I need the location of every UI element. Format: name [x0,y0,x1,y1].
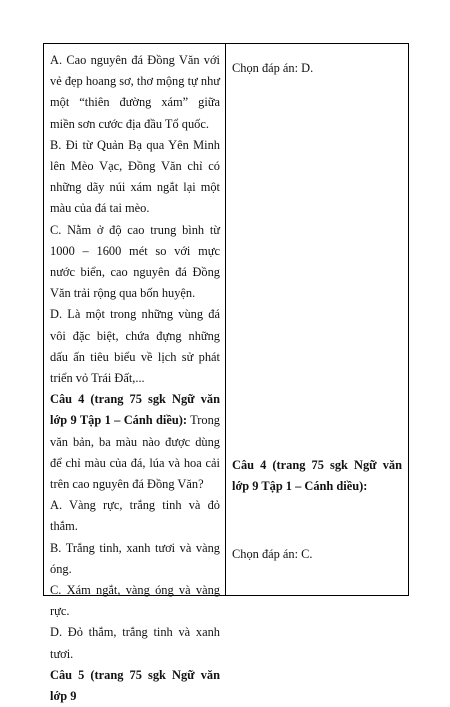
q4-option-c: C. Xám ngắt, vàng óng và vàng rực. [50,583,220,619]
q4-option-d: D. Đỏ thắm, trắng tinh và xanh tươi. [50,625,220,661]
answer-q4-text: Chọn đáp án: C. [232,547,313,561]
question-4 [50,389,220,495]
question-4-text: Trong văn bản, ba màu nào được dùng để chỉ màu của đá, lúa và hoa cải trên cao nguyên đá Đồng Văn? [50,413,221,492]
answer-q4-title: Câu 4 (trang 75 sgk Ngữ văn lớp 9 Tập 1 – Cánh diều): [232,458,402,494]
answer-q4 [232,544,402,565]
question-column [50,50,220,707]
column-divider [225,44,226,595]
answer-q3 [232,58,402,79]
q4-option-b: B. Trắng tinh, xanh tươi và vàng óng. [50,540,220,576]
answer-table [43,43,409,704]
option-a: A. Cao nguyên đá Đồng Văn với vẻ đẹp hoang sơ, thơ mộng tự như một “thiên đường xám” giữa miền sơn cước địa đầu Tổ quốc. [50,53,220,131]
question-4-title: Câu 4 (trang 75 sgk Ngữ văn lớp 9 Tập 1 – Cánh diều): [50,392,220,428]
answer-q3-text: Chọn đáp án: D. [232,61,314,75]
answer-q4-heading [232,455,402,497]
option-d: D. Là một trong những vùng đá vôi đặc biệt, chứa đựng những dấu ấn tiêu biểu về lịch sử phát triển vỏ Trái Đất,... [50,307,220,386]
q4-option-a: A. Vàng rực, trắng tinh và đỏ thắm. [50,498,220,534]
question-5-title: Câu 5 (trang 75 sgk Ngữ văn lớp 9 [50,667,220,704]
option-c: C. Nằm ở độ cao trung bình từ 1000 – 1600 mét so với mực nước biển, cao nguyên đá Đồng Văn trải rộng qua bốn huyện. [50,222,220,301]
option-b: B. Đi từ Quản Bạ qua Yên Minh lên Mèo Vạc, Đồng Văn chỉ có những dãy núi xám ngắt lại một màu của đá tai mèo. [50,137,220,216]
